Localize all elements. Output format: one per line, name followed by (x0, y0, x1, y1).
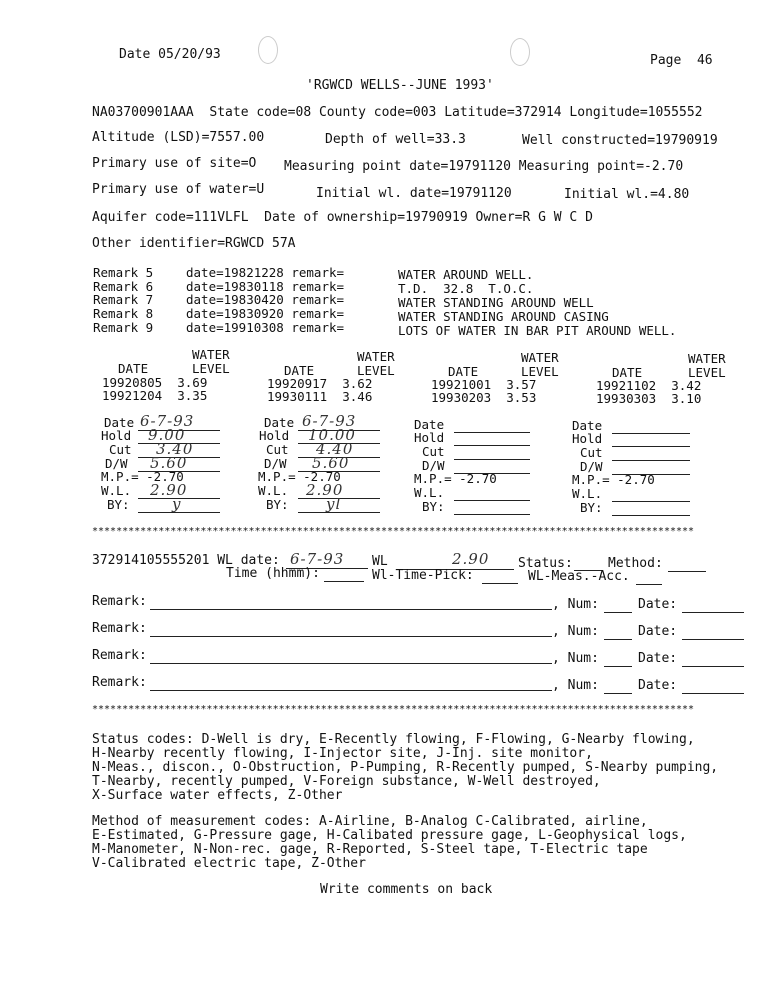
remark-line-date: Date: (638, 651, 678, 666)
wl-cell: 19920805 3.69 (102, 375, 208, 390)
site-primary-use: Primary use of site=O (92, 156, 257, 171)
status-codes-line: Status codes: D-Well is dry, E-Recently flowing, F-Flowing, G-Nearby flowing, (92, 732, 695, 747)
form-by-hw: y (172, 495, 182, 513)
remark-line-num: , Num: (552, 597, 599, 612)
site-aquifer: Aquifer code=111VLFL Date of ownership=19790919 Owner=R G W C D (92, 210, 593, 225)
remark-date: date=19830118 remark= (186, 279, 345, 294)
site-measuring-point: Measuring point date=19791120 Measuring point=-2.70 (284, 159, 684, 174)
remark-date: date=19910308 remark= (186, 320, 345, 335)
form-by-field[interactable] (612, 515, 690, 516)
site-other-identifier: Other identifier=RGWCD 57A (92, 236, 296, 251)
method-codes-line: Method of measurement codes: A-Airline, B-Analog C-Calibrated, airline, (92, 814, 648, 829)
form-cut-label: Cut (109, 442, 132, 457)
remark-text: WATER STANDING AROUND CASING (398, 309, 609, 324)
remark-label: Remark 5 (93, 265, 154, 280)
form-wl-label: W.L. (101, 483, 132, 498)
remark-line-label: Remark: (92, 675, 147, 690)
star-divider: **************************************************************************************************** (92, 704, 695, 715)
col-header-level: LEVEL (192, 361, 230, 376)
status-codes-line: T-Nearby, recently pumped, V-Foreign substance, W-Well destroyed, (92, 774, 601, 789)
form-date-label: Date (264, 415, 295, 430)
col-header-date: DATE (284, 363, 315, 378)
form-hold-hw: 10.00 (308, 426, 356, 444)
remark-line-num: , Num: (552, 624, 599, 639)
remark-label: Remark 8 (93, 306, 154, 321)
form-wl-label: W.L. (572, 486, 603, 501)
form-by-label: BY: (580, 500, 603, 515)
col-header-water: WATER (192, 347, 230, 362)
form-hold-label: Hold (414, 430, 445, 445)
status-codes-line: X-Surface water effects, Z-Other (92, 788, 343, 803)
remark-label: Remark 7 (93, 292, 154, 307)
remark-line-label: Remark: (92, 648, 147, 663)
site-depth: Depth of well=33.3 (325, 132, 466, 147)
form-cut-field[interactable] (454, 459, 530, 460)
form-wl-label: W.L. (414, 485, 445, 500)
form-hold-field[interactable] (612, 446, 690, 447)
page-number: Page 46 (650, 53, 713, 68)
form-mp: M.P.= -2.70 (101, 469, 184, 484)
entry-wl-label: WL (372, 554, 388, 569)
form-dw-label: D/W (422, 458, 445, 473)
col-header-water: WATER (521, 350, 559, 365)
remark-date: date=19830920 remark= (186, 306, 345, 321)
col-header-water: WATER (357, 349, 395, 364)
form-cut-label: Cut (422, 444, 445, 459)
wl-cell: 19921102 3.42 (596, 378, 702, 393)
remark-date-field[interactable] (682, 693, 744, 694)
form-date-hw: 6-7-93 (302, 412, 357, 430)
wl-cell: 19930111 3.46 (267, 389, 373, 404)
form-mp: M.P.= -2.70 (572, 472, 655, 487)
wl-cell: 19930203 3.53 (431, 390, 537, 405)
entry-method: Method: (608, 556, 663, 571)
form-hold-hw: 9.00 (148, 426, 186, 444)
form-date-hw: 6-7-93 (140, 412, 195, 430)
remark-label: Remark 6 (93, 279, 154, 294)
form-date-label: Date (572, 418, 603, 433)
col-header-level: LEVEL (521, 364, 559, 379)
remark-line-field[interactable] (150, 636, 552, 637)
form-wl-field[interactable] (612, 501, 690, 502)
method-codes-line: M-Manometer, N-Non-rec. gage, R-Reported, S-Steel tape, T-Electric tape (92, 842, 648, 857)
remark-line-num: , Num: (552, 678, 599, 693)
remark-line-label: Remark: (92, 621, 147, 636)
remark-date-field[interactable] (682, 639, 744, 640)
remark-date-field[interactable] (682, 666, 744, 667)
form-cut-label: Cut (266, 442, 289, 457)
wl-meas-acc-field[interactable] (636, 584, 662, 585)
report-title: 'RGWCD WELLS--JUNE 1993' (306, 78, 494, 93)
site-constructed: Well constructed=19790919 (522, 133, 718, 148)
form-hold-label: Hold (101, 428, 132, 443)
col-header-level: LEVEL (688, 365, 726, 380)
remark-label: Remark 9 (93, 320, 154, 335)
site-initial-wl: Initial wl.=4.80 (564, 187, 690, 202)
wl-cell: 19930303 3.10 (596, 391, 702, 406)
wl-time-pick-field[interactable] (482, 583, 518, 584)
col-header-water: WATER (688, 351, 726, 366)
form-date-label: Date (414, 417, 445, 432)
remark-line-label: Remark: (92, 594, 147, 609)
remark-text: T.D. 32.8 T.O.C. (398, 281, 534, 296)
form-hold-label: Hold (259, 428, 290, 443)
col-header-date: DATE (448, 364, 479, 379)
form-by-label: BY: (107, 497, 130, 512)
col-header-level: LEVEL (357, 363, 395, 378)
remark-line-date: Date: (638, 597, 678, 612)
report-date: Date 05/20/93 (119, 47, 221, 62)
form-cut-hw: 3.40 (156, 440, 194, 458)
wl-cell: 19920917 3.62 (267, 376, 373, 391)
form-dw-hw: 5.60 (312, 454, 350, 472)
entry-time: Time (hhmm): (226, 566, 320, 581)
remark-line-num: , Num: (552, 651, 599, 666)
form-cut-label: Cut (580, 445, 603, 460)
method-codes-line: E-Estimated, G-Pressure gage, H-Calibated pressure gage, L-Geophysical logs, (92, 828, 687, 843)
form-mp: M.P.= -2.70 (414, 471, 497, 486)
star-divider: **************************************************************************************************** (92, 526, 695, 537)
site-initial-wl-date: Initial wl. date=19791120 (316, 186, 512, 201)
remark-line-date: Date: (638, 678, 678, 693)
form-by-hw: yl (326, 495, 342, 513)
punch-hole-left (258, 36, 278, 64)
entry-wl-time-pick: Wl-Time-Pick: (372, 568, 474, 583)
form-hold-field[interactable] (454, 445, 530, 446)
remark-text: WATER STANDING AROUND WELL (398, 295, 594, 310)
remark-line-date: Date: (638, 624, 678, 639)
form-wl-hw: 2.90 (150, 481, 188, 499)
form-dw-label: D/W (105, 456, 128, 471)
site-water-use: Primary use of water=U (92, 182, 265, 197)
site-altitude: Altitude (LSD)=7557.00 (92, 130, 265, 145)
method-codes-line: V-Calibrated electric tape, Z-Other (92, 856, 366, 871)
form-date-field[interactable] (454, 432, 530, 433)
time-field[interactable] (324, 581, 364, 582)
footer-note: Write comments on back (320, 882, 493, 897)
form-wl-label: W.L. (258, 483, 289, 498)
remark-text: WATER AROUND WELL. (398, 267, 534, 282)
status-codes-line: H-Nearby recently flowing, I-Injector site, J-Inj. site monitor, (92, 746, 593, 761)
punch-hole-right (510, 38, 530, 66)
col-header-date: DATE (118, 361, 149, 376)
form-mp: M.P.= -2.70 (258, 469, 341, 484)
wl-date-hw: 6-7-93 (290, 550, 345, 568)
form-by-label: BY: (422, 499, 445, 514)
entry-wl-meas-acc: WL-Meas.-Acc. (528, 569, 630, 584)
form-dw-hw: 5.60 (150, 454, 188, 472)
form-dw-label: D/W (580, 459, 603, 474)
status-codes-line: N-Meas., discon., O-Obstruction, P-Pumping, R-Recently pumped, S-Nearby pumping, (92, 760, 719, 775)
form-hold-label: Hold (572, 431, 603, 446)
form-cut-field[interactable] (612, 460, 690, 461)
entry-site-id: 372914105555201 WL date: (92, 553, 280, 568)
method-field[interactable] (668, 571, 706, 572)
remark-num-field[interactable] (604, 693, 632, 694)
wl-cell: 19921001 3.57 (431, 377, 537, 392)
remark-date: date=19830420 remark= (186, 292, 345, 307)
form-cut-hw: 4.40 (316, 440, 354, 458)
wl-cell: 19921204 3.35 (102, 388, 208, 403)
form-by-label: BY: (266, 497, 289, 512)
remark-line-field[interactable] (150, 690, 552, 691)
remark-num-field[interactable] (604, 666, 632, 667)
form-date-label: Date (104, 415, 135, 430)
form-date-field[interactable] (612, 433, 690, 434)
remark-date: date=19821228 remark= (186, 265, 345, 280)
form-by-field[interactable] (454, 514, 530, 515)
entry-status: Status: (518, 556, 573, 571)
remark-line-field[interactable] (150, 663, 552, 664)
remark-num-field[interactable] (604, 612, 632, 613)
remark-num-field[interactable] (604, 639, 632, 640)
wl-hw: 2.90 (452, 550, 490, 568)
form-dw-label: D/W (264, 456, 287, 471)
remark-text: LOTS OF WATER IN BAR PIT AROUND WELL. (398, 323, 677, 338)
remark-line-field[interactable] (150, 609, 552, 610)
form-wl-hw: 2.90 (306, 481, 344, 499)
form-wl-field[interactable] (454, 500, 530, 501)
site-line-1: NA03700901AAA State code=08 County code=003 Latitude=372914 Longitude=1055552 (92, 105, 703, 120)
col-header-date: DATE (612, 365, 643, 380)
remark-date-field[interactable] (682, 612, 744, 613)
